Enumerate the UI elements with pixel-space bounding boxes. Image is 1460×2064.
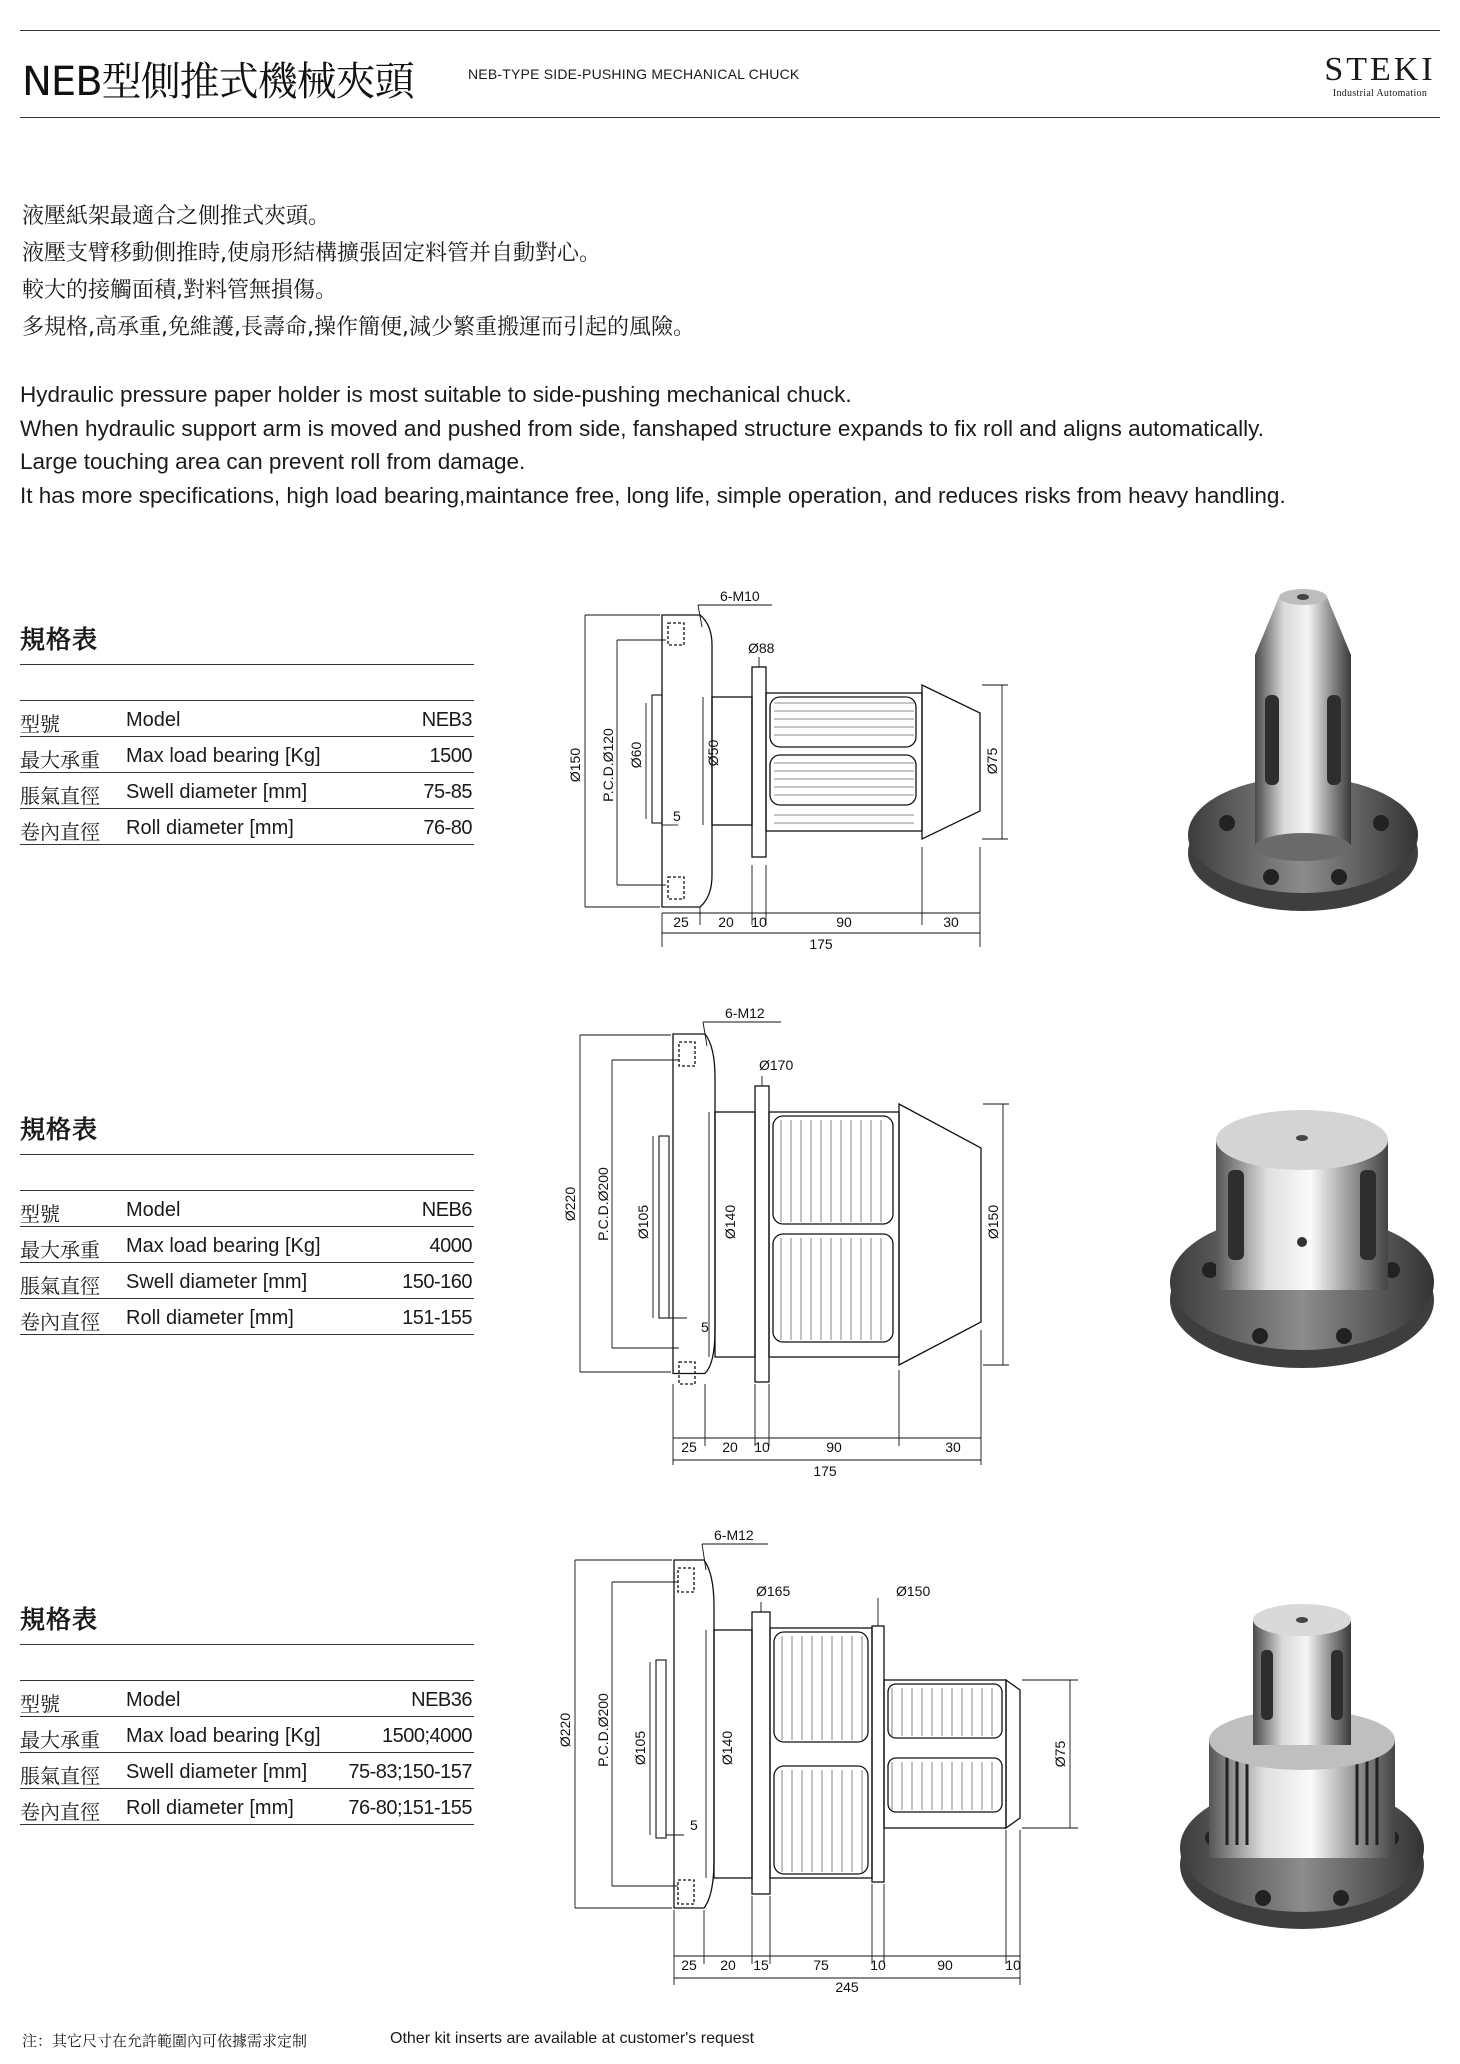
dim-label: 20 [722, 1439, 738, 1455]
dim-label: 6-M12 [725, 1005, 765, 1021]
spec-table-neb6 [20, 1110, 474, 1335]
spec-en-label: Model [126, 709, 181, 731]
dim-label: 30 [943, 914, 959, 930]
spec-en-label: Max load bearing [Kg] [126, 1725, 321, 1747]
spec-cn-label: 最大承重 [20, 1728, 100, 1752]
dim-label: Ø60 [628, 741, 644, 769]
dim-label: Ø50 [705, 739, 721, 767]
spec-value: 75-85 [423, 781, 472, 803]
intro-en-line: When hydraulic support arm is moved and pushed from side, fanshaped structure expands to fix roll and aligns automatically. [20, 415, 1264, 441]
dim-label: Ø140 [719, 1730, 735, 1766]
technical-drawing-neb6 [555, 1000, 1035, 1479]
spec-rows [20, 1680, 474, 1825]
spec-row-roll [20, 809, 474, 845]
product-photo-neb6 [1160, 1100, 1445, 1385]
spec-value: NEB36 [411, 1689, 472, 1711]
dim-total: 245 [835, 1979, 859, 1995]
dim-label: 6-M12 [714, 1527, 754, 1543]
spec-rows [20, 700, 474, 845]
spec-cn-label: 型號 [20, 1202, 60, 1226]
spec-heading: 規格表 [20, 1110, 474, 1155]
spec-cn-label: 型號 [20, 712, 60, 736]
spec-table-neb36 [20, 1600, 474, 1825]
spec-cn-label: 脹氣直徑 [20, 1764, 100, 1788]
spec-value: 76-80 [423, 817, 472, 839]
spec-en-label: Max load bearing [Kg] [126, 1235, 321, 1257]
dim-label: 90 [826, 1439, 842, 1455]
spec-heading: 規格表 [20, 620, 474, 665]
spec-cn-label: 卷內直徑 [20, 1310, 100, 1334]
dim-label: 20 [720, 1957, 736, 1973]
spec-row-roll [20, 1789, 474, 1825]
intro-en-line: Large touching area can prevent roll from damage. [20, 449, 526, 474]
spec-en-label: Max load bearing [Kg] [126, 745, 321, 767]
dim-label: Ø170 [759, 1057, 794, 1073]
header-bottom-rule [20, 117, 1440, 118]
dim-label: 10 [1005, 1957, 1021, 1973]
spec-row-roll [20, 1299, 474, 1335]
spec-cn-label: 最大承重 [20, 1238, 100, 1262]
spec-cn-label: 卷內直徑 [20, 1800, 100, 1824]
dim-label: Ø140 [722, 1204, 738, 1240]
dim-label: 5 [690, 1817, 698, 1833]
dim-label: 25 [681, 1439, 697, 1455]
spec-heading: 規格表 [20, 1600, 474, 1645]
dim-label: P.C.D.Ø200 [595, 1693, 611, 1767]
dim-label: 5 [673, 808, 681, 824]
spec-row-load [20, 1717, 474, 1753]
dim-label: 25 [673, 914, 689, 930]
spec-en-label: Model [126, 1689, 181, 1711]
spec-en-label: Roll diameter [mm] [126, 1797, 294, 1819]
spec-cn-label: 脹氣直徑 [20, 784, 100, 808]
spec-value: NEB6 [421, 1199, 472, 1221]
intro-cn-line: 多規格,高承重,免維護,長壽命,操作簡便,減少繁重搬運而引起的風險。 [22, 315, 695, 340]
spec-row-load [20, 1227, 474, 1263]
dim-label: Ø75 [1052, 1740, 1068, 1768]
dim-label: 20 [718, 914, 734, 930]
spec-value: 4000 [429, 1235, 472, 1257]
intro-cn-line: 液壓紙架最適合之側推式夾頭。 [22, 204, 331, 229]
intro-english [20, 378, 1286, 512]
spec-table-neb3 [20, 620, 474, 845]
spec-value: 150-160 [402, 1271, 472, 1293]
dim-label: 30 [945, 1439, 961, 1455]
spec-row-load [20, 737, 474, 773]
dim-label: 75 [813, 1957, 829, 1973]
page-title: NEB型側推式機械夾頭 [22, 59, 414, 105]
dim-label: Ø165 [756, 1583, 791, 1599]
footer-note-cn: 注：其它尺寸在允許範圍內可依據需求定制 [22, 2032, 308, 2050]
spec-row-model [20, 1681, 474, 1717]
dim-label: 15 [753, 1957, 769, 1973]
spec-value: NEB3 [421, 709, 472, 731]
product-photo-neb36 [1165, 1580, 1440, 1950]
spec-cn-label: 脹氣直徑 [20, 1274, 100, 1298]
spec-row-model [20, 701, 474, 737]
dim-label: 6-M10 [720, 588, 760, 604]
spec-value: 76-80;151-155 [348, 1797, 472, 1819]
spec-rows [20, 1190, 474, 1335]
spec-cn-label: 卷內直徑 [20, 820, 100, 844]
dim-label: 10 [754, 1439, 770, 1455]
dim-total: 175 [809, 936, 833, 952]
dim-label: P.C.D.Ø120 [600, 728, 616, 802]
spec-value: 151-155 [402, 1307, 472, 1329]
steki-logo [1320, 52, 1440, 99]
dim-label: Ø220 [557, 1712, 573, 1748]
spec-en-label: Roll diameter [mm] [126, 1307, 294, 1329]
header-top-rule [20, 30, 1440, 31]
intro-en-line: It has more specifications, high load bearing,maintance free, long life, simple operation, and reduces risks from heavy handling. [20, 482, 1286, 508]
logo-tagline: Industrial Automation [1332, 88, 1428, 99]
technical-drawing-neb36 [550, 1527, 1125, 1995]
intro-cn-line: 較大的接觸面積,對料管無損傷。 [22, 278, 337, 303]
technical-drawing-neb3 [540, 585, 1020, 955]
spec-row-swell [20, 1753, 474, 1789]
spec-value: 75-83;150-157 [348, 1761, 472, 1783]
dim-label: Ø150 [567, 747, 583, 783]
dim-label: P.C.D.Ø200 [595, 1167, 611, 1241]
spec-en-label: Swell diameter [mm] [126, 1761, 308, 1783]
dim-label: Ø88 [748, 640, 775, 656]
dim-label: Ø220 [562, 1186, 578, 1222]
spec-en-label: Swell diameter [mm] [126, 1271, 308, 1293]
dim-label: 90 [836, 914, 852, 930]
product-photo-neb3 [1175, 585, 1435, 930]
intro-en-line: Hydraulic pressure paper holder is most suitable to side-pushing mechanical chuck. [20, 382, 852, 407]
dim-label: Ø75 [984, 747, 1000, 775]
intro-chinese [22, 198, 695, 346]
dim-label: Ø150 [896, 1583, 931, 1599]
spec-cn-label: 型號 [20, 1692, 60, 1716]
spec-cn-label: 最大承重 [20, 748, 100, 772]
spec-en-label: Roll diameter [mm] [126, 817, 294, 839]
spec-value: 1500 [429, 745, 472, 767]
spec-en-label: Swell diameter [mm] [126, 781, 308, 803]
page-subtitle: NEB-TYPE SIDE-PUSHING MECHANICAL CHUCK [468, 66, 800, 82]
spec-row-model [20, 1191, 474, 1227]
spec-row-swell [20, 1263, 474, 1299]
intro-cn-line: 液壓支臂移動側推時,使扇形結構擴張固定料管并自動對心。 [22, 241, 601, 266]
dim-label: 90 [937, 1957, 953, 1973]
dim-label: 10 [751, 914, 767, 930]
dim-label: 10 [870, 1957, 886, 1973]
dim-label: Ø105 [632, 1730, 648, 1766]
dim-label: 25 [681, 1957, 697, 1973]
dim-total: 175 [813, 1463, 837, 1479]
footer-note-en: Other kit inserts are available at customer's request [390, 2030, 755, 2047]
spec-en-label: Model [126, 1199, 181, 1221]
spec-value: 1500;4000 [381, 1725, 472, 1747]
dim-label: Ø150 [985, 1204, 1001, 1240]
spec-row-swell [20, 773, 474, 809]
logo-wordmark: STEKI [1324, 51, 1436, 88]
dim-label: Ø105 [635, 1204, 651, 1240]
dim-label: 5 [701, 1319, 709, 1335]
